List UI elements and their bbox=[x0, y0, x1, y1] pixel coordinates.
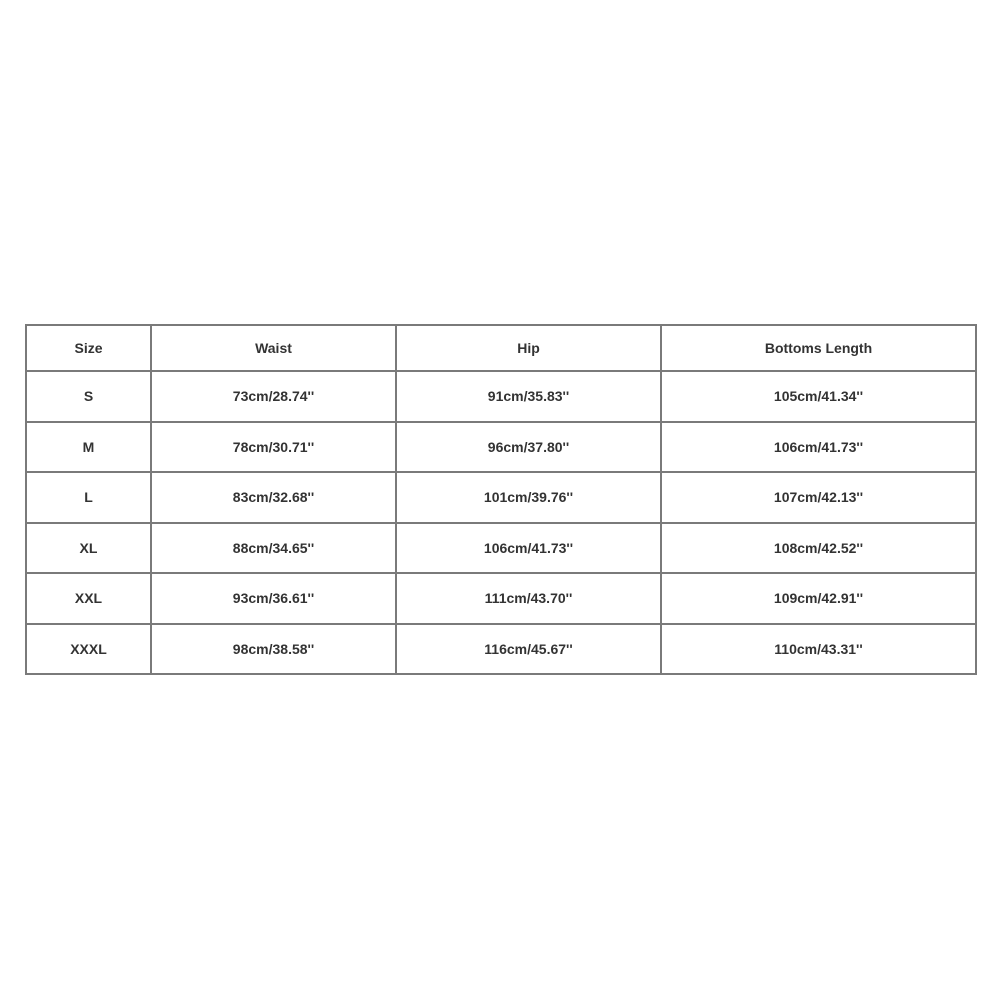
cell-waist: 73cm/28.74'' bbox=[151, 371, 396, 422]
header-waist: Waist bbox=[151, 325, 396, 371]
cell-bottoms-length: 106cm/41.73'' bbox=[661, 422, 976, 473]
table-row bbox=[26, 624, 976, 675]
cell-size: XXXL bbox=[26, 624, 151, 675]
table-row bbox=[26, 573, 976, 624]
table-row bbox=[26, 472, 976, 523]
cell-hip: 116cm/45.67'' bbox=[396, 624, 661, 675]
cell-size: S bbox=[26, 371, 151, 422]
cell-waist: 93cm/36.61'' bbox=[151, 573, 396, 624]
cell-bottoms-length: 107cm/42.13'' bbox=[661, 472, 976, 523]
cell-bottoms-length: 105cm/41.34'' bbox=[661, 371, 976, 422]
cell-size: M bbox=[26, 422, 151, 473]
header-hip: Hip bbox=[396, 325, 661, 371]
header-size: Size bbox=[26, 325, 151, 371]
table-header-row bbox=[26, 325, 976, 371]
cell-size: L bbox=[26, 472, 151, 523]
table-row bbox=[26, 422, 976, 473]
cell-hip: 106cm/41.73'' bbox=[396, 523, 661, 574]
cell-waist: 78cm/30.71'' bbox=[151, 422, 396, 473]
cell-hip: 96cm/37.80'' bbox=[396, 422, 661, 473]
cell-bottoms-length: 108cm/42.52'' bbox=[661, 523, 976, 574]
cell-bottoms-length: 109cm/42.91'' bbox=[661, 573, 976, 624]
cell-hip: 111cm/43.70'' bbox=[396, 573, 661, 624]
cell-size: XL bbox=[26, 523, 151, 574]
cell-waist: 83cm/32.68'' bbox=[151, 472, 396, 523]
cell-size: XXL bbox=[26, 573, 151, 624]
cell-hip: 91cm/35.83'' bbox=[396, 371, 661, 422]
cell-waist: 88cm/34.65'' bbox=[151, 523, 396, 574]
table-row bbox=[26, 523, 976, 574]
cell-bottoms-length: 110cm/43.31'' bbox=[661, 624, 976, 675]
cell-waist: 98cm/38.58'' bbox=[151, 624, 396, 675]
header-bottoms-length: Bottoms Length bbox=[661, 325, 976, 371]
cell-hip: 101cm/39.76'' bbox=[396, 472, 661, 523]
table-row bbox=[26, 371, 976, 422]
size-chart-table bbox=[25, 324, 977, 675]
